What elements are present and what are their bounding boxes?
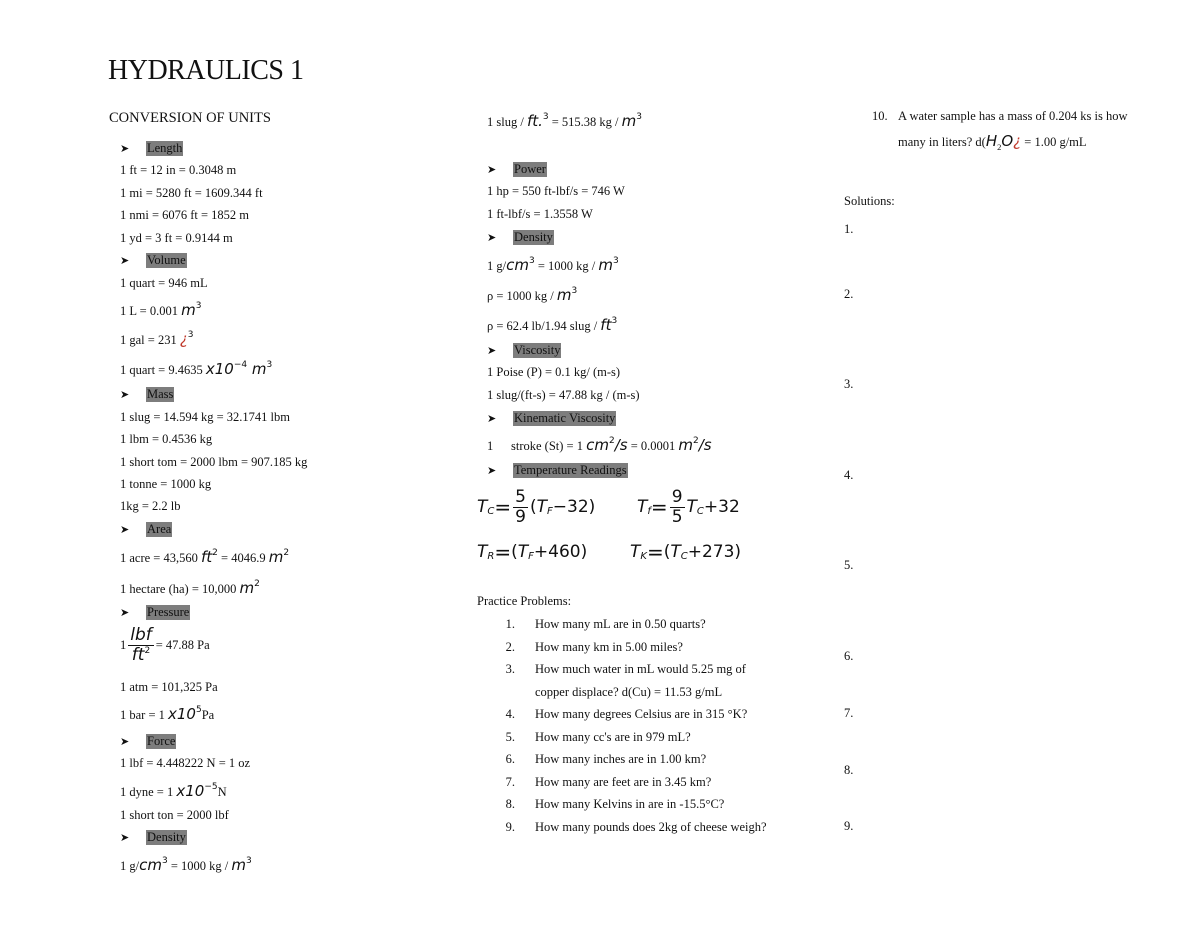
exponent: 3 (245, 856, 252, 866)
eq-var: T (637, 497, 648, 518)
arrow-bullet-icon: ➤ (120, 832, 130, 844)
pressure-header (120, 605, 190, 620)
density-line-1 (487, 256, 619, 274)
unit-cm: cm (506, 256, 529, 274)
exponent: 2 (283, 548, 290, 558)
unit-n: N (217, 785, 227, 799)
eq-equals: = (494, 540, 512, 564)
eq-num: 5 (515, 487, 526, 507)
celsius-formula (477, 488, 595, 526)
solutions-heading: Solutions: (844, 194, 895, 208)
times-ten: x10 (205, 360, 234, 378)
arrow-bullet-icon: ➤ (487, 413, 497, 425)
eq-sub: F (547, 505, 553, 517)
formula-sub: 2 (997, 142, 1002, 152)
rankine-formula (477, 540, 587, 564)
list-item (487, 707, 767, 730)
unit-m: m (556, 286, 572, 304)
list-item (487, 820, 767, 843)
item-number: 4. (505, 707, 515, 721)
force-header (120, 734, 176, 749)
unit-m: m (181, 301, 196, 319)
solution-3: 3. (844, 377, 854, 391)
exponent: −4 (233, 360, 248, 370)
item-text: How many degrees Celsius are in 315 °K? (535, 707, 748, 721)
exponent: 3 (611, 316, 618, 326)
practice-list (487, 617, 767, 842)
area-line-2 (120, 579, 260, 597)
list-item (487, 775, 767, 798)
mass-header (120, 387, 174, 402)
viscosity-line-2: 1 slug/(ft-s) = 47.88 kg / (m-s) (487, 388, 640, 402)
density-label-col1: Density (147, 830, 186, 844)
exponent: 3 (571, 286, 578, 296)
unit-m: m (678, 436, 694, 454)
list-item (487, 617, 767, 640)
exponent: 2 (608, 436, 615, 446)
density-header-col1 (120, 830, 187, 845)
temperature-label: Temperature Readings (514, 463, 627, 477)
item-text: How many mL are in 0.50 quarts? (535, 617, 706, 631)
eq-var: T (686, 497, 697, 518)
eq-paren: ( (511, 542, 518, 562)
list-item (487, 685, 767, 708)
item-text: How many are feet are in 3.45 km? (535, 774, 712, 789)
volume-line-4-text: 1 quart = 9.4635 (120, 363, 206, 377)
item-number: 2. (505, 639, 515, 654)
density-line-2-text: ρ = 1000 kg / (487, 289, 557, 303)
exponent: −5 (204, 782, 218, 792)
eq-sub: R (487, 550, 495, 562)
solution-1: 1. (844, 222, 854, 236)
pressure-line-1 (120, 626, 210, 664)
pressure-line-1-text: 1 (120, 637, 127, 652)
item-number: 7. (505, 774, 515, 789)
kinematic-viscosity-line (487, 436, 712, 454)
pressure-line-3 (120, 705, 214, 723)
power-label: Power (514, 162, 546, 176)
arrow-bullet-icon: ➤ (120, 524, 130, 536)
eq-var: T (477, 497, 488, 518)
arrow-bullet-icon: ➤ (487, 164, 497, 176)
solution-2: 2. (844, 287, 854, 301)
list-item (487, 640, 767, 663)
kinematic-viscosity-header (487, 411, 616, 426)
arrow-bullet-icon: ➤ (487, 465, 497, 477)
arrow-bullet-icon: ➤ (120, 389, 130, 401)
fraction-denominator (130, 646, 152, 665)
per-second: /s (698, 436, 712, 454)
power-line-2: 1 ft-lbf/s = 1.3558 W (487, 207, 593, 221)
question-10 (872, 109, 1127, 150)
unit-ft: ft (600, 316, 612, 334)
item-text: How many pounds does 2kg of cheese weigh? (535, 819, 767, 834)
page-title: HYDRAULICS 1 (108, 55, 304, 86)
exponent: 3 (195, 301, 202, 311)
unit-m: m (268, 548, 284, 566)
viscosity-label: Viscosity (514, 343, 561, 357)
eq-sub: C (696, 505, 704, 517)
eq-rest: +273) (687, 542, 742, 562)
item-number: 1. (505, 617, 515, 631)
volume-label: Volume (147, 253, 186, 267)
exponent: 2 (212, 548, 218, 558)
exponent: 5 (195, 705, 202, 715)
mass-line-5: 1kg = 2.2 lb (120, 499, 181, 513)
density-line-1-text: 1 g/ (487, 259, 507, 273)
eq-var: T (536, 497, 547, 518)
list-item (487, 730, 767, 753)
density-line-2 (487, 286, 577, 304)
kelvin-formula (630, 540, 741, 564)
practice-heading: Practice Problems: (477, 594, 572, 608)
length-header (120, 141, 183, 156)
power-line-1: 1 hp = 550 ft-lbf/s = 746 W (487, 184, 625, 198)
eq-sub: C (680, 550, 688, 562)
exponent: 2 (254, 579, 260, 589)
eq-sub: K (640, 550, 647, 562)
length-line-2: 1 mi = 5280 ft = 1609.344 ft (120, 186, 263, 200)
eq-var: T (517, 542, 529, 562)
unit-m: m (621, 112, 637, 130)
arrow-bullet-icon: ➤ (120, 607, 130, 619)
kinematic-text: stroke (St) = 1 (511, 439, 587, 453)
item-number: 8. (505, 797, 515, 811)
area-label: Area (147, 522, 172, 536)
eq-den: 5 (671, 506, 683, 527)
volume-line-4 (120, 360, 272, 378)
eq-sub: C (487, 505, 495, 517)
exponent: 3 (612, 256, 619, 266)
unit-m: m (598, 256, 613, 274)
unit-pa: Pa (201, 708, 215, 722)
volume-header (120, 253, 187, 268)
viscosity-header (487, 343, 561, 358)
unit-cm: cm (139, 856, 162, 874)
item-text: How many cc's are in 979 mL? (535, 729, 691, 744)
force-line-2 (120, 782, 227, 800)
eq-rest: −32) (552, 497, 596, 518)
fraction-numerator: lbf (130, 625, 152, 645)
question-10-line-1 (872, 109, 1127, 124)
area-line-1-mid: = 4046.9 (217, 551, 269, 565)
density-line-3 (487, 316, 617, 334)
viscosity-line-1: 1 Poise (P) = 0.1 kg/ (m-s) (487, 365, 621, 379)
per-second: /s (614, 436, 628, 454)
mass-line-4: 1 tonne = 1000 kg (120, 477, 212, 491)
arrow-bullet-icon: ➤ (487, 345, 497, 357)
slug-line-mid: = 515.38 kg / (548, 115, 622, 129)
formula-o: O (1001, 132, 1014, 150)
solution-7: 7. (844, 706, 854, 720)
times-ten: x10 (168, 705, 196, 723)
item-number (487, 685, 535, 708)
list-item (487, 752, 767, 775)
density-line-text: 1 g/ (120, 859, 140, 873)
eq-rest: +32 (703, 497, 740, 518)
item-text: How many km in 5.00 miles? (535, 639, 683, 654)
slug-line-text: 1 slug / (487, 115, 527, 129)
arrow-bullet-icon: ➤ (487, 232, 497, 244)
kinematic-mid: = 0.0001 (627, 439, 679, 453)
eq-paren: ( (663, 542, 671, 562)
question-text: A water sample has a mass of 0.204 ks is how (898, 109, 1128, 123)
eq-sub: F (528, 550, 534, 562)
exponent: 3 (266, 360, 273, 370)
unit-ft: ft (200, 548, 213, 566)
list-item (487, 797, 767, 820)
pressure-label: Pressure (147, 605, 190, 619)
solution-4: 4. (844, 468, 854, 482)
kinematic-viscosity-label: Kinematic Viscosity (514, 411, 616, 425)
exponent: 2 (693, 436, 699, 446)
area-header (120, 522, 172, 537)
eq-fraction (670, 488, 685, 526)
area-line-2-text: 1 hectare (ha) = 10,000 (120, 582, 240, 596)
solution-9: 9. (844, 819, 854, 833)
item-number: 6. (505, 752, 515, 766)
item-text: How many inches are in 1.00 km? (535, 752, 707, 766)
formula-h: H (985, 132, 998, 150)
area-line-1-text: 1 acre = 43,560 (120, 551, 201, 565)
item-number: 5. (505, 729, 515, 744)
item-number: 3. (505, 662, 515, 676)
pressure-line-1-value: = 47.88 Pa (155, 637, 210, 652)
exponent: 3 (636, 112, 642, 122)
mass-line-3: 1 short tom = 2000 lbm = 907.185 kg (120, 455, 308, 469)
missing-symbol: ¿ (1013, 132, 1022, 150)
force-line-3: 1 short ton = 2000 lbf (120, 808, 229, 822)
volume-line-1: 1 quart = 946 mL (120, 276, 208, 290)
force-line-2-text: 1 dyne = 1 (120, 785, 177, 799)
eq-den: 9 (515, 506, 526, 527)
arrow-bullet-icon: ➤ (120, 736, 130, 748)
density-header-col2 (487, 230, 554, 245)
eq-equals: = (646, 540, 664, 564)
item-text: How many Kelvins in are in -15.5°C? (535, 797, 725, 811)
denominator-unit: ft (131, 644, 145, 665)
eq-var: T (670, 542, 681, 562)
unit-m: m (239, 579, 255, 597)
question-text: = 1.00 g/mL (1021, 135, 1087, 149)
unit-m: m (231, 856, 246, 874)
density-line-col1 (120, 856, 252, 874)
eq-paren: ( (529, 497, 537, 518)
eq-var: T (630, 542, 641, 562)
unit-ft: ft. (526, 112, 543, 130)
eq-equals: = (494, 495, 512, 520)
eq-fraction (513, 488, 528, 526)
length-line-3: 1 nmi = 6076 ft = 1852 m (120, 208, 250, 222)
question-10-line-2 (872, 132, 1127, 150)
solution-5: 5. (844, 558, 854, 572)
pressure-line-2: 1 atm = 101,325 Pa (120, 680, 218, 694)
unit-cm: cm (586, 436, 609, 454)
eq-sub: f (647, 505, 651, 517)
exponent: 3 (161, 856, 168, 866)
missing-symbol: ¿ (179, 330, 188, 348)
force-line-1: 1 lbf = 4.448222 N = 1 oz (120, 756, 251, 770)
length-label: Length (147, 141, 183, 155)
solution-8: 8. (844, 763, 854, 777)
power-header (487, 162, 547, 177)
volume-line-2 (120, 301, 201, 319)
arrow-bullet-icon: ➤ (120, 255, 130, 267)
eq-equals: = (650, 495, 668, 520)
volume-line-3 (120, 330, 194, 348)
item-number: 9. (505, 819, 515, 834)
item-text: How much water in mL would 5.25 mg of (535, 662, 746, 676)
question-number: 10. (872, 109, 888, 123)
slug-line (487, 112, 642, 130)
exponent: 3 (528, 256, 535, 266)
temperature-header (487, 463, 628, 478)
density-line-1-mid: = 1000 kg / (534, 259, 599, 273)
exponent: 2 (144, 645, 151, 656)
section-subtitle: CONVERSION OF UNITS (109, 110, 271, 126)
length-line-4: 1 yd = 3 ft = 0.9144 m (120, 231, 233, 245)
exponent: 3 (542, 112, 549, 122)
exponent: 3 (187, 330, 194, 340)
length-line-1: 1 ft = 12 in = 0.3048 m (120, 163, 237, 177)
list-item (487, 662, 767, 685)
eq-rest: +460) (533, 542, 588, 562)
mass-label: Mass (147, 387, 174, 401)
question-text: many in liters? d( (898, 135, 986, 149)
force-label: Force (147, 734, 176, 748)
times-ten: x10 (176, 782, 205, 800)
area-line-1 (120, 548, 289, 566)
volume-line-2-text: 1 L = 0.001 (120, 304, 182, 318)
lbf-per-ft2-fraction (128, 626, 154, 664)
unit-m: m (247, 360, 267, 378)
solution-6: 6. (844, 649, 854, 663)
density-line-3-text: ρ = 62.4 lb/1.94 slug / (487, 319, 601, 333)
mass-line-1: 1 slug = 14.594 kg = 32.1741 lbm (120, 410, 291, 424)
density-line-mid: = 1000 kg / (167, 859, 232, 873)
mass-line-2: 1 lbm = 0.4536 kg (120, 432, 213, 446)
arrow-bullet-icon: ➤ (120, 143, 130, 155)
eq-var: T (477, 542, 488, 562)
density-label-col2: Density (514, 230, 553, 244)
pressure-line-3-text: 1 bar = 1 (120, 708, 169, 722)
item-text: copper displace? d(Cu) = 11.53 g/mL (535, 684, 723, 699)
volume-line-3-text: 1 gal = 231 (120, 333, 180, 347)
eq-num: 9 (671, 487, 683, 507)
fahrenheit-formula (637, 488, 740, 526)
kinematic-number: 1 (487, 439, 494, 453)
